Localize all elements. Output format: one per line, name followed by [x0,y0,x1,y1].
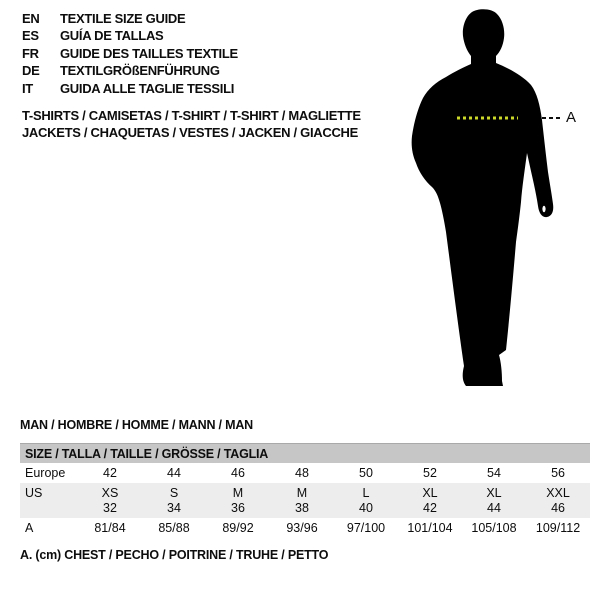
chest-range-cell: 97/100 [346,521,386,535]
hand-thumb-notch [542,206,545,212]
us-size-cell: M [270,483,334,500]
europe-size-cell: 56 [551,466,565,480]
us-size-cell: S [142,483,206,500]
category-tshirts: T-SHIRTS / CAMISETAS / T-SHIRT / T-SHIRT / MAGLIETTE [22,108,361,123]
row-label-us: US [20,483,78,500]
row-label-a: A [25,521,34,535]
row-label-europe: Europe [25,466,66,480]
europe-size-cell: 54 [487,466,501,480]
language-label: GUÍA DE TALLAS [60,28,164,44]
chest-range-cell: 101/104 [407,521,453,535]
measurement-legend: A. (cm) CHEST / PECHO / POITRINE / TRUHE / PETTO [20,548,329,562]
europe-size-cell: 46 [231,466,245,480]
table-row-us-letters [20,483,590,500]
chest-range-cell: 81/84 [94,521,126,535]
us-number-cell: 40 [334,500,398,518]
section-title-man: MAN / HOMBRE / HOMME / MANN / MAN [20,418,253,432]
chest-range-cell: 109/112 [535,521,581,535]
us-number-cell: 36 [206,500,270,518]
language-code: EN [22,11,40,26]
us-size-cell: XXL [526,483,590,500]
language-label: TEXTILGRÖßENFÜHRUNG [60,63,220,79]
us-size-cell: M [206,483,270,500]
us-number-cell: 44 [462,500,526,518]
europe-size-cell: 48 [295,466,309,480]
language-code: FR [22,45,39,61]
table-row-europe [20,463,590,483]
man-silhouette-path [412,9,554,386]
language-label: GUIDE DES TAILLES TEXTILE [60,45,238,61]
chest-range-cell: 93/96 [286,521,318,535]
table-row-chest [20,518,590,538]
measure-label-a: A [566,109,576,126]
us-number-cell: 46 [526,500,590,518]
europe-size-cell: 50 [359,466,373,480]
us-number-cell: 38 [270,500,334,518]
table-row-us-numbers [20,500,590,518]
europe-size-cell: 42 [103,466,117,480]
category-jackets: JACKETS / CHAQUETAS / VESTES / JACKEN / GIACCHE [22,125,358,140]
chest-range-cell: 85/88 [158,521,190,535]
europe-size-cell: 52 [423,466,437,480]
us-number-cell: 42 [398,500,462,518]
us-size-cell: XL [398,483,462,500]
us-number-cell: 34 [142,500,206,518]
chest-range-cell: 105/108 [471,521,517,535]
size-table [20,443,590,538]
us-size-cell: XS [78,483,142,500]
us-number-cell: 32 [78,500,142,518]
language-label: TEXTILE SIZE GUIDE [60,11,186,26]
us-size-cell: XL [462,483,526,500]
chest-range-cell: 89/92 [222,521,254,535]
language-code: IT [22,80,33,96]
language-code: ES [22,28,39,44]
language-label: GUIDA ALLE TAGLIE TESSILI [60,80,235,96]
table-header-row [20,444,590,464]
language-code: DE [22,63,40,79]
row-label-empty [20,500,78,518]
europe-size-cell: 44 [167,466,181,480]
table-header-cell: SIZE / TALLA / TAILLE / GRÖSSE / TAGLIA [20,444,590,464]
us-size-cell: L [334,483,398,500]
